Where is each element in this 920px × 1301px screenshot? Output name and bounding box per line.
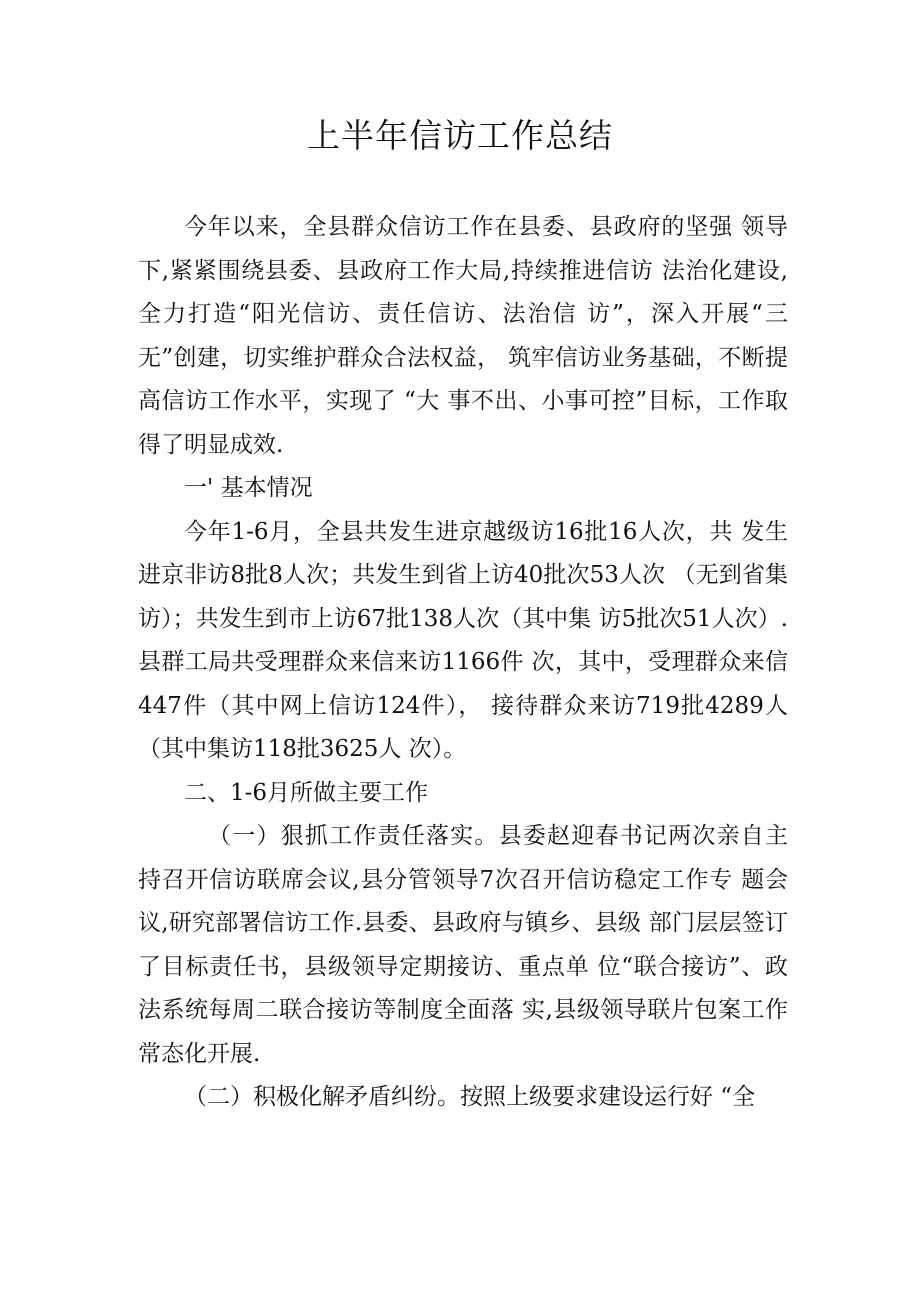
- intro-paragraph: 今年以来，全县群众信访工作在县委、县政府的坚强 领导下,紧紧围绕县委、县政府工作大局,持续推进信访 法治化建设,全力打造“阳光信访、责任信访、法治信 访”，深入开展“三无”创建，切实维护群众合法权益， 筑牢信访业务基础，不断提高信访工作水平，实现了 “大 事不出、小事可控”目标，工作取得了明显成效.: [138, 214, 788, 458]
- document-body: [138, 206, 788, 1120]
- section-2-item-1-paragraph: （一）狠抓工作责任落实。县委赵迎春书记两次亲自主 持召开信访联席会议,县分管领导7次召开信访稳定工作专 题会议,研究部署信访工作.县委、县政府与镇乡、县级 部门层层签订了目标责任书，县级领导定期接访、重点单 位“联合接访”、政法系统每周二联合接访等制度全面落 实,县级领导联片包案工作常态化开展.: [138, 823, 788, 1067]
- document-title: 上半年信访工作总结: [307, 116, 613, 155]
- section-1-paragraph: 今年1-6月，全县共发生进京越级访16批16人次，共 发生进京非访8批8人次；共发生到省上访40批次53人次 （无到省集访）；共发生到市上访67批138人次（其中集 访5批次51人次）.县群工局共受理群众来信来访1166件 次，其中，受理群众来信447件（其中网上信访124件）， 接待群众来访719批4289人（其中集访118批3625人 次）。: [138, 518, 788, 762]
- section-2-item-2-paragraph: （二）积极化解矛盾纠纷。按照上级要求建设运行好 “全: [184, 1084, 756, 1110]
- section-2-heading: 二、1-6月所做主要工作: [184, 779, 429, 806]
- section-1-heading: 一' 基本情况: [184, 475, 313, 501]
